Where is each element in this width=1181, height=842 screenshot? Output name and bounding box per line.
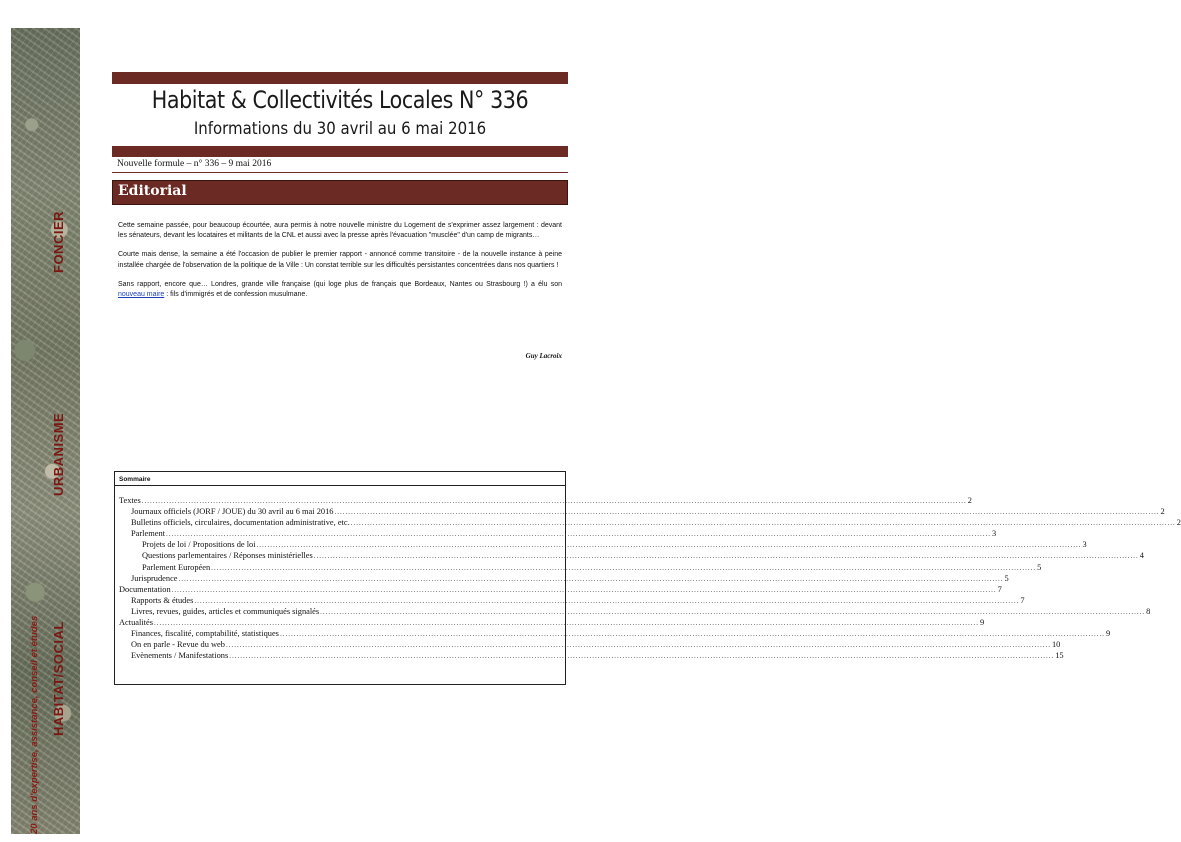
toc-entry-page: 5	[1037, 562, 1042, 572]
toc-dot-leader: ............................................................................................................................................................................................................................................................................................................	[279, 630, 1105, 639]
toc-entry-page: 2	[967, 496, 972, 505]
toc-entry-label: Evènements / Manifestations	[131, 651, 229, 661]
toc-entry-label: Actualités	[119, 618, 153, 628]
toc-entry-page: 7	[997, 584, 1002, 594]
sidebar-label-habitat: HABITAT/SOCIAL	[51, 621, 66, 736]
divider	[112, 172, 568, 173]
toc-heading: Sommaire	[115, 472, 565, 486]
toc-dot-leader: ............................................................................................................................................................................................................................................................................................................	[320, 607, 1146, 616]
editorial-signature: Guy Lacroix	[525, 352, 562, 360]
toc-entry-page: 15	[1055, 651, 1064, 661]
page-subtitle: Informations du 30 avril au 6 mai 2016	[193, 119, 487, 139]
toc-entry[interactable]	[119, 640, 1061, 651]
toc-entry[interactable]	[119, 551, 1144, 562]
editorial-body	[118, 221, 562, 309]
nouveau-maire-link[interactable]: nouveau maire	[118, 291, 165, 299]
toc-dot-leader: ............................................................................................................................................................................................................................................................................................................	[171, 585, 997, 594]
toc-entry-label: Parlement Européen	[142, 562, 211, 572]
toc-entry-label: Documentation	[119, 584, 171, 594]
toc-dot-leader: ............................................................................................................................................................................................................................................................................................................	[141, 497, 967, 505]
editorial-heading-band	[112, 180, 568, 205]
editorial-heading: Editorial	[118, 183, 187, 199]
table-of-contents	[114, 471, 1181, 685]
sidebar-label-urbanisme: URBANISME	[51, 412, 66, 496]
toc-entry[interactable]	[119, 573, 1009, 585]
toc-entry-label: Projets de loi / Propositions de loi	[142, 540, 256, 550]
toc-entry-page: 3	[991, 529, 997, 539]
sidebar-tagline: 20 ans d'expertise, assistance, conseil et études	[29, 615, 40, 834]
toc-entry-label: Livres, revues, guides, articles et communiqués signalés	[131, 606, 320, 616]
page-title: Habitat & Collectivités Locales N° 336	[151, 86, 529, 114]
paragraph-text: Sans rapport, encore que… Londres, grande ville française (qui loge plus de français que Bordeaux, Nantes ou Strasbourg !) a élu son	[118, 280, 562, 288]
toc-entry-page: 4	[1139, 551, 1144, 561]
header-top-bar	[112, 72, 568, 84]
toc-entry-label: Jurisprudence	[131, 573, 178, 583]
editorial-paragraph: Cette semaine passée, pour beaucoup écourtée, aura permis à notre nouvelle ministre du Logement de s'exprimer assez largement : devant les sénateurs, devant les locataires et militants de la CNL et aussi avec la presse après l'évacuation "musclée" d'un camp de migrants…	[118, 222, 562, 240]
toc-dot-leader: ............................................................................................................................................................................................................................................................................................................	[225, 641, 1051, 650]
toc-dot-leader: ............................................................................................................................................................................................................................................................................................................	[178, 574, 1004, 583]
toc-entry[interactable]	[119, 584, 1002, 596]
toc-entry-label: On en parle - Revue du web	[131, 640, 225, 650]
toc-dot-leader: ............................................................................................................................................................................................................................................................................................................	[165, 530, 991, 539]
toc-entry-label: Finances, fiscalité, comptabilité, statistiques	[131, 629, 279, 639]
edition-line: Nouvelle formule – n° 336 – 9 mai 2016	[117, 159, 272, 169]
toc-dot-leader: ............................................................................................................................................................................................................................................................................................................	[313, 552, 1139, 561]
toc-dot-leader: ............................................................................................................................................................................................................................................................................................................	[334, 508, 1160, 517]
toc-entry-page: 2	[1160, 507, 1165, 517]
aerial-photo-sidebar	[11, 28, 80, 834]
toc-entry[interactable]	[119, 518, 1181, 529]
toc-entry-label: Bulletins officiels, circulaires, documentation administrative, etc.	[131, 518, 350, 528]
sidebar-label-foncier: FONCIER	[51, 211, 66, 273]
toc-dot-leader: ............................................................................................................................................................................................................................................................................................................	[350, 519, 1176, 528]
toc-entry-label: Journaux officiels (JORF / JOUE) du 30 avril au 6 mai 2016	[131, 507, 334, 517]
toc-entry-page: 7	[1020, 595, 1025, 605]
toc-entry[interactable]	[119, 507, 1165, 518]
toc-entry[interactable]	[119, 606, 1151, 618]
toc-entry-page: 2	[1176, 518, 1181, 528]
toc-entry-label: Questions parlementaires / Réponses ministérielles	[142, 551, 313, 561]
toc-dot-leader: ............................................................................................................................................................................................................................................................................................................	[211, 563, 1037, 572]
toc-entry[interactable]	[119, 496, 972, 507]
toc-entry[interactable]	[119, 562, 1042, 574]
toc-entry[interactable]	[119, 595, 1025, 607]
toc-entry-page: 5	[1004, 573, 1009, 583]
toc-list	[119, 496, 1181, 662]
toc-entry-page: 9	[1105, 629, 1111, 639]
toc-entry-label: Textes	[119, 496, 141, 505]
toc-dot-leader: ............................................................................................................................................................................................................................................................................................................	[229, 652, 1055, 661]
toc-dot-leader: ............................................................................................................................................................................................................................................................................................................	[153, 619, 979, 628]
toc-entry[interactable]	[119, 540, 1087, 551]
toc-entry[interactable]	[119, 529, 997, 540]
toc-entry[interactable]	[119, 618, 985, 629]
toc-entry-label: Parlement	[131, 529, 165, 539]
header-bottom-bar	[112, 146, 568, 157]
toc-entry-page: 3	[1082, 540, 1087, 550]
paragraph-text: : fils d'immigrés et de confession musulmane.	[164, 291, 308, 299]
toc-entry-label: Rapports & études	[131, 595, 194, 605]
toc-entry[interactable]	[119, 629, 1111, 640]
toc-entry-page: 9	[979, 618, 985, 628]
toc-entry-page: 10	[1051, 640, 1061, 650]
toc-dot-leader: ............................................................................................................................................................................................................................................................................................................	[256, 541, 1082, 550]
editorial-paragraph	[118, 280, 562, 300]
toc-dot-leader: ............................................................................................................................................................................................................................................................................................................	[194, 596, 1020, 605]
toc-entry-page: 8	[1146, 606, 1151, 616]
editorial-paragraph: Courte mais dense, la semaine a été l'occasion de publier le premier rapport - annoncé comme transitoire - de la nouvelle instance à peine installée chargée de l'observation de la politique de la Ville : Un constat terrible sur les difficultés persistantes concentrées dans nos quartiers !	[118, 251, 562, 269]
toc-entry[interactable]	[119, 651, 1064, 662]
